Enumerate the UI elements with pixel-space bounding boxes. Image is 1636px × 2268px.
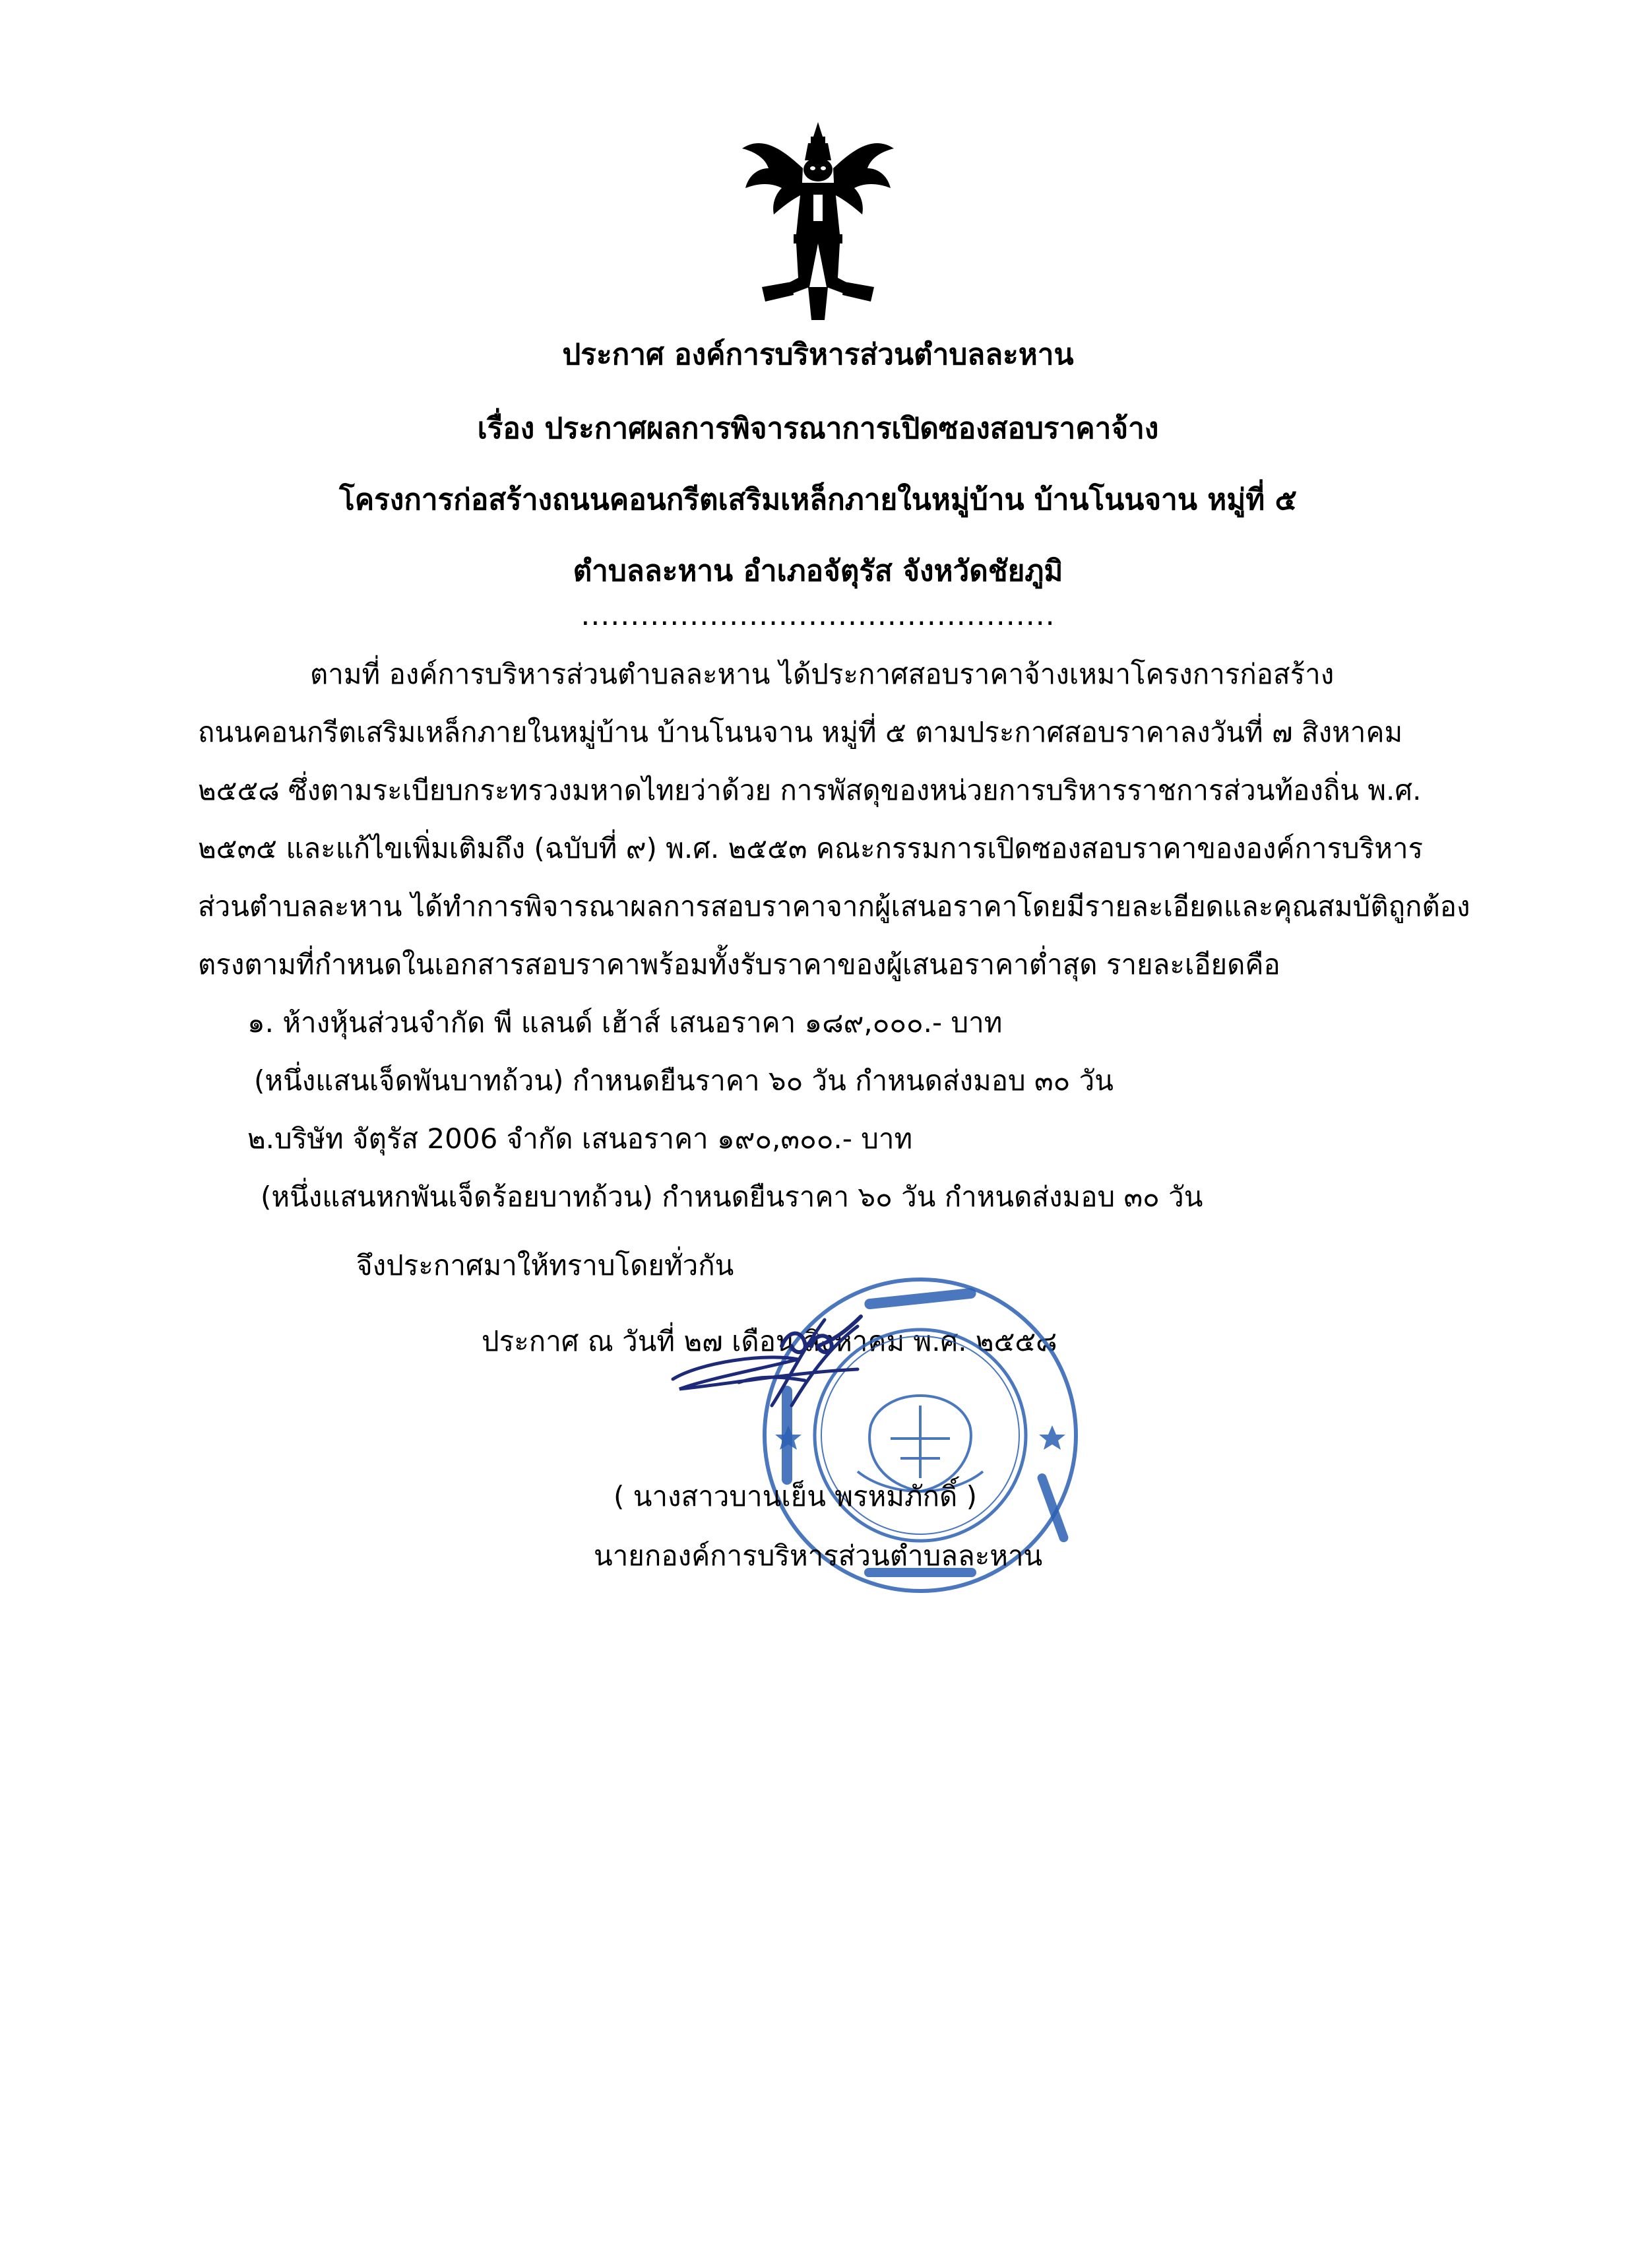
bidder-2: ๒.บริษัท จัตุรัส 2006 จำกัด เสนอราคา ๑๙๐,๓๐๐.- บาท xyxy=(247,1122,913,1155)
body-line-4: ๒๕๓๕ และแก้ไขเพิ่มเติมถึง (ฉบับที่ ๙) พ.ศ. ๒๕๕๓ คณะกรรมการเปิดซองสอบราคาขององค์การบริหาร xyxy=(198,832,1424,864)
bidder-2-terms: (หนึ่งแสนหกพันเจ็ดร้อยบาทถ้วน) กำหนดยืนราคา ๖๐ วัน กำหนดส่งมอบ ๓๐ วัน xyxy=(261,1181,1203,1213)
announcement-date: ประกาศ ณ วันที่ ๒๗ เดือน สิงหาคม พ.ศ. ๒๕๕๘ xyxy=(482,1325,1057,1357)
body-line-5: ส่วนตำบลละหาน ได้ทำการพิจารณาผลการสอบราคาจากผู้เสนอราคาโดยมีรายละเอียดและคุณสมบัติถูกต้อง xyxy=(198,890,1470,923)
project-location: ตำบลละหาน อำเภอจัตุรัส จังหวัดชัยภูมิ xyxy=(573,554,1063,588)
garuda-emblem-icon xyxy=(736,122,900,320)
signature-icon xyxy=(660,1307,897,1465)
body-line-6: ตรงตามที่กำหนดในเอกสารสอบราคาพร้อมทั้งรับราคาของผู้เสนอราคาต่ำสุด รายละเอียดคือ xyxy=(198,948,1280,981)
project-name: โครงการก่อสร้างถนนคอนกรีตเสริมเหล็กภายในหมู่บ้าน บ้านโนนจาน หมู่ที่ ๕ xyxy=(339,483,1297,517)
bidder-1: ๑. ห้างหุ้นส่วนจำกัด พี แลนด์ เฮ้าส์ เสนอราคา ๑๘๙,๐๐๐.- บาท xyxy=(247,1006,1003,1039)
body-line-1: ตามที่ องค์การบริหารส่วนตำบลละหาน ได้ประกาศสอบราคาจ้างเหมาโครงการก่อสร้าง xyxy=(310,658,1335,690)
signer-position: นายกองค์การบริหารส่วนตำบลละหาน xyxy=(594,1539,1043,1572)
signer-name: ( นางสาวบานเย็น พรหมภักดิ์ ) xyxy=(614,1480,978,1512)
announcement-title: ประกาศ องค์การบริหารส่วนตำบลละหาน xyxy=(562,338,1074,372)
bidder-1-terms: (หนึ่งแสนเจ็ดพันบาทถ้วน) กำหนดยืนราคา ๖๐ วัน กำหนดส่งมอบ ๓๐ วัน xyxy=(254,1064,1114,1097)
body-line-3: ๒๕๕๘ ซึ่งตามระเบียบกระทรวงมหาดไทยว่าด้วย การพัสดุของหน่วยการบริหารราชการส่วนท้องถิ่น พ.ศ. xyxy=(198,774,1422,806)
announcement-subject: เรื่อง ประกาศผลการพิจารณาการเปิดซองสอบราคาจ้าง xyxy=(477,412,1159,445)
title-separator: ................................................ xyxy=(581,599,1055,632)
closing-statement: จึงประกาศมาให้ทราบโดยทั่วกัน xyxy=(356,1249,734,1281)
body-line-2: ถนนคอนกรีตเสริมเหล็กภายในหมู่บ้าน บ้านโนนจาน หมู่ที่ ๕ ตามประกาศสอบราคาลงวันที่ ๗ สิงหาคม xyxy=(198,716,1403,748)
